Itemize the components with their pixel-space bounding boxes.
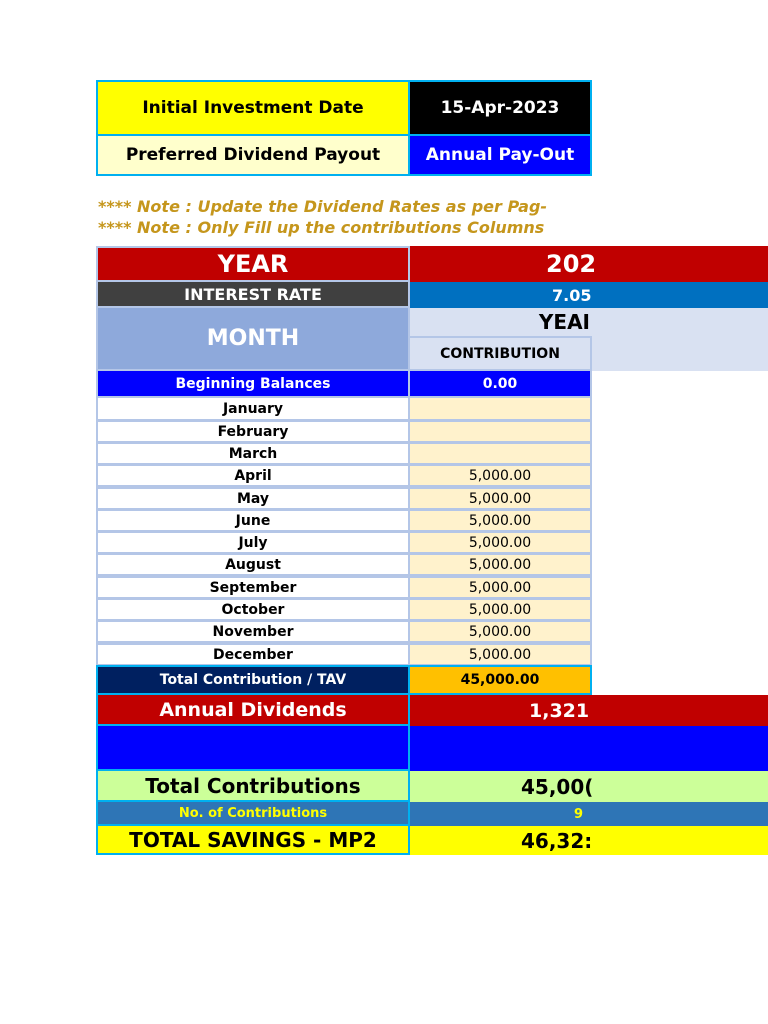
contribution-june[interactable]: 5,000.00: [410, 509, 592, 532]
num-contributions-text: 9: [574, 806, 584, 822]
month-row-december: December: [96, 643, 410, 666]
total-savings-value: [410, 826, 768, 855]
contribution-october[interactable]: 5,000.00: [410, 598, 592, 621]
month-row-november: November: [96, 620, 410, 643]
annual-dividends-text: 1,321: [529, 699, 590, 722]
contribution-january[interactable]: [410, 398, 592, 421]
total-contributions-value: [410, 771, 768, 802]
clip-mask-middle: [592, 371, 768, 695]
month-row-april: April: [96, 464, 410, 487]
contribution-may[interactable]: 5,000.00: [410, 487, 592, 510]
total-savings-label: TOTAL SAVINGS - MP2: [96, 826, 410, 855]
contribution-december[interactable]: 5,000.00: [410, 643, 592, 666]
clip-mask-upper: [592, 80, 768, 240]
contribution-november[interactable]: 5,000.00: [410, 620, 592, 643]
month-row-may: May: [96, 487, 410, 510]
year-value: [410, 246, 768, 282]
total-contribution-label: Total Contribution / TAV: [96, 665, 410, 695]
total-savings-text: 46,32:: [521, 828, 593, 853]
month-row-june: June: [96, 509, 410, 532]
contribution-march[interactable]: [410, 442, 592, 465]
total-contributions-text: 45,00(: [521, 774, 594, 799]
month-row-october: October: [96, 598, 410, 621]
year-subheader-text: [410, 308, 590, 336]
payout-label: Preferred Dividend Payout: [96, 136, 410, 176]
num-contributions-value: [410, 802, 768, 826]
payout-value[interactable]: Annual Pay-Out: [410, 136, 592, 176]
year-subheader-label: YEAI: [538, 310, 590, 334]
total-contributions-label: Total Contributions: [96, 771, 410, 802]
month-row-july: July: [96, 531, 410, 554]
investment-date-label: Initial Investment Date: [96, 80, 410, 136]
annual-dividends-value: [410, 695, 768, 726]
interest-rate-label: INTEREST RATE: [96, 282, 410, 308]
beginning-balances-value[interactable]: 0.00: [410, 371, 592, 398]
month-row-january: January: [96, 398, 410, 421]
contribution-header: CONTRIBUTION: [410, 336, 592, 371]
month-row-august: August: [96, 553, 410, 576]
interest-rate-text: 7.05: [552, 285, 592, 305]
total-contribution-value: 45,000.00: [410, 665, 592, 695]
note-dividend-rates: **** Note : Update the Dividend Rates as per Pag-: [98, 197, 548, 216]
interest-rate-value[interactable]: [410, 282, 768, 308]
contribution-september[interactable]: 5,000.00: [410, 576, 592, 599]
year-value-text: 202: [546, 250, 597, 278]
year-label: YEAR: [96, 246, 410, 282]
num-contributions-label: No. of Contributions: [96, 802, 410, 826]
note-contributions: **** Note : Only Fill up the contributions Columns: [98, 218, 545, 237]
contribution-february[interactable]: [410, 420, 592, 443]
month-row-september: September: [96, 576, 410, 599]
month-header: MONTH: [96, 308, 410, 371]
investment-date-value[interactable]: 15-Apr-2023: [410, 80, 592, 136]
month-row-february: February: [96, 420, 410, 443]
contribution-april[interactable]: 5,000.00: [410, 464, 592, 487]
blue-spacer-right: [410, 726, 768, 771]
blue-spacer-left: [96, 726, 410, 771]
month-row-march: March: [96, 442, 410, 465]
contribution-august[interactable]: 5,000.00: [410, 553, 592, 576]
beginning-balances-label: Beginning Balances: [96, 371, 410, 398]
contribution-july[interactable]: 5,000.00: [410, 531, 592, 554]
annual-dividends-label: Annual Dividends: [96, 695, 410, 726]
